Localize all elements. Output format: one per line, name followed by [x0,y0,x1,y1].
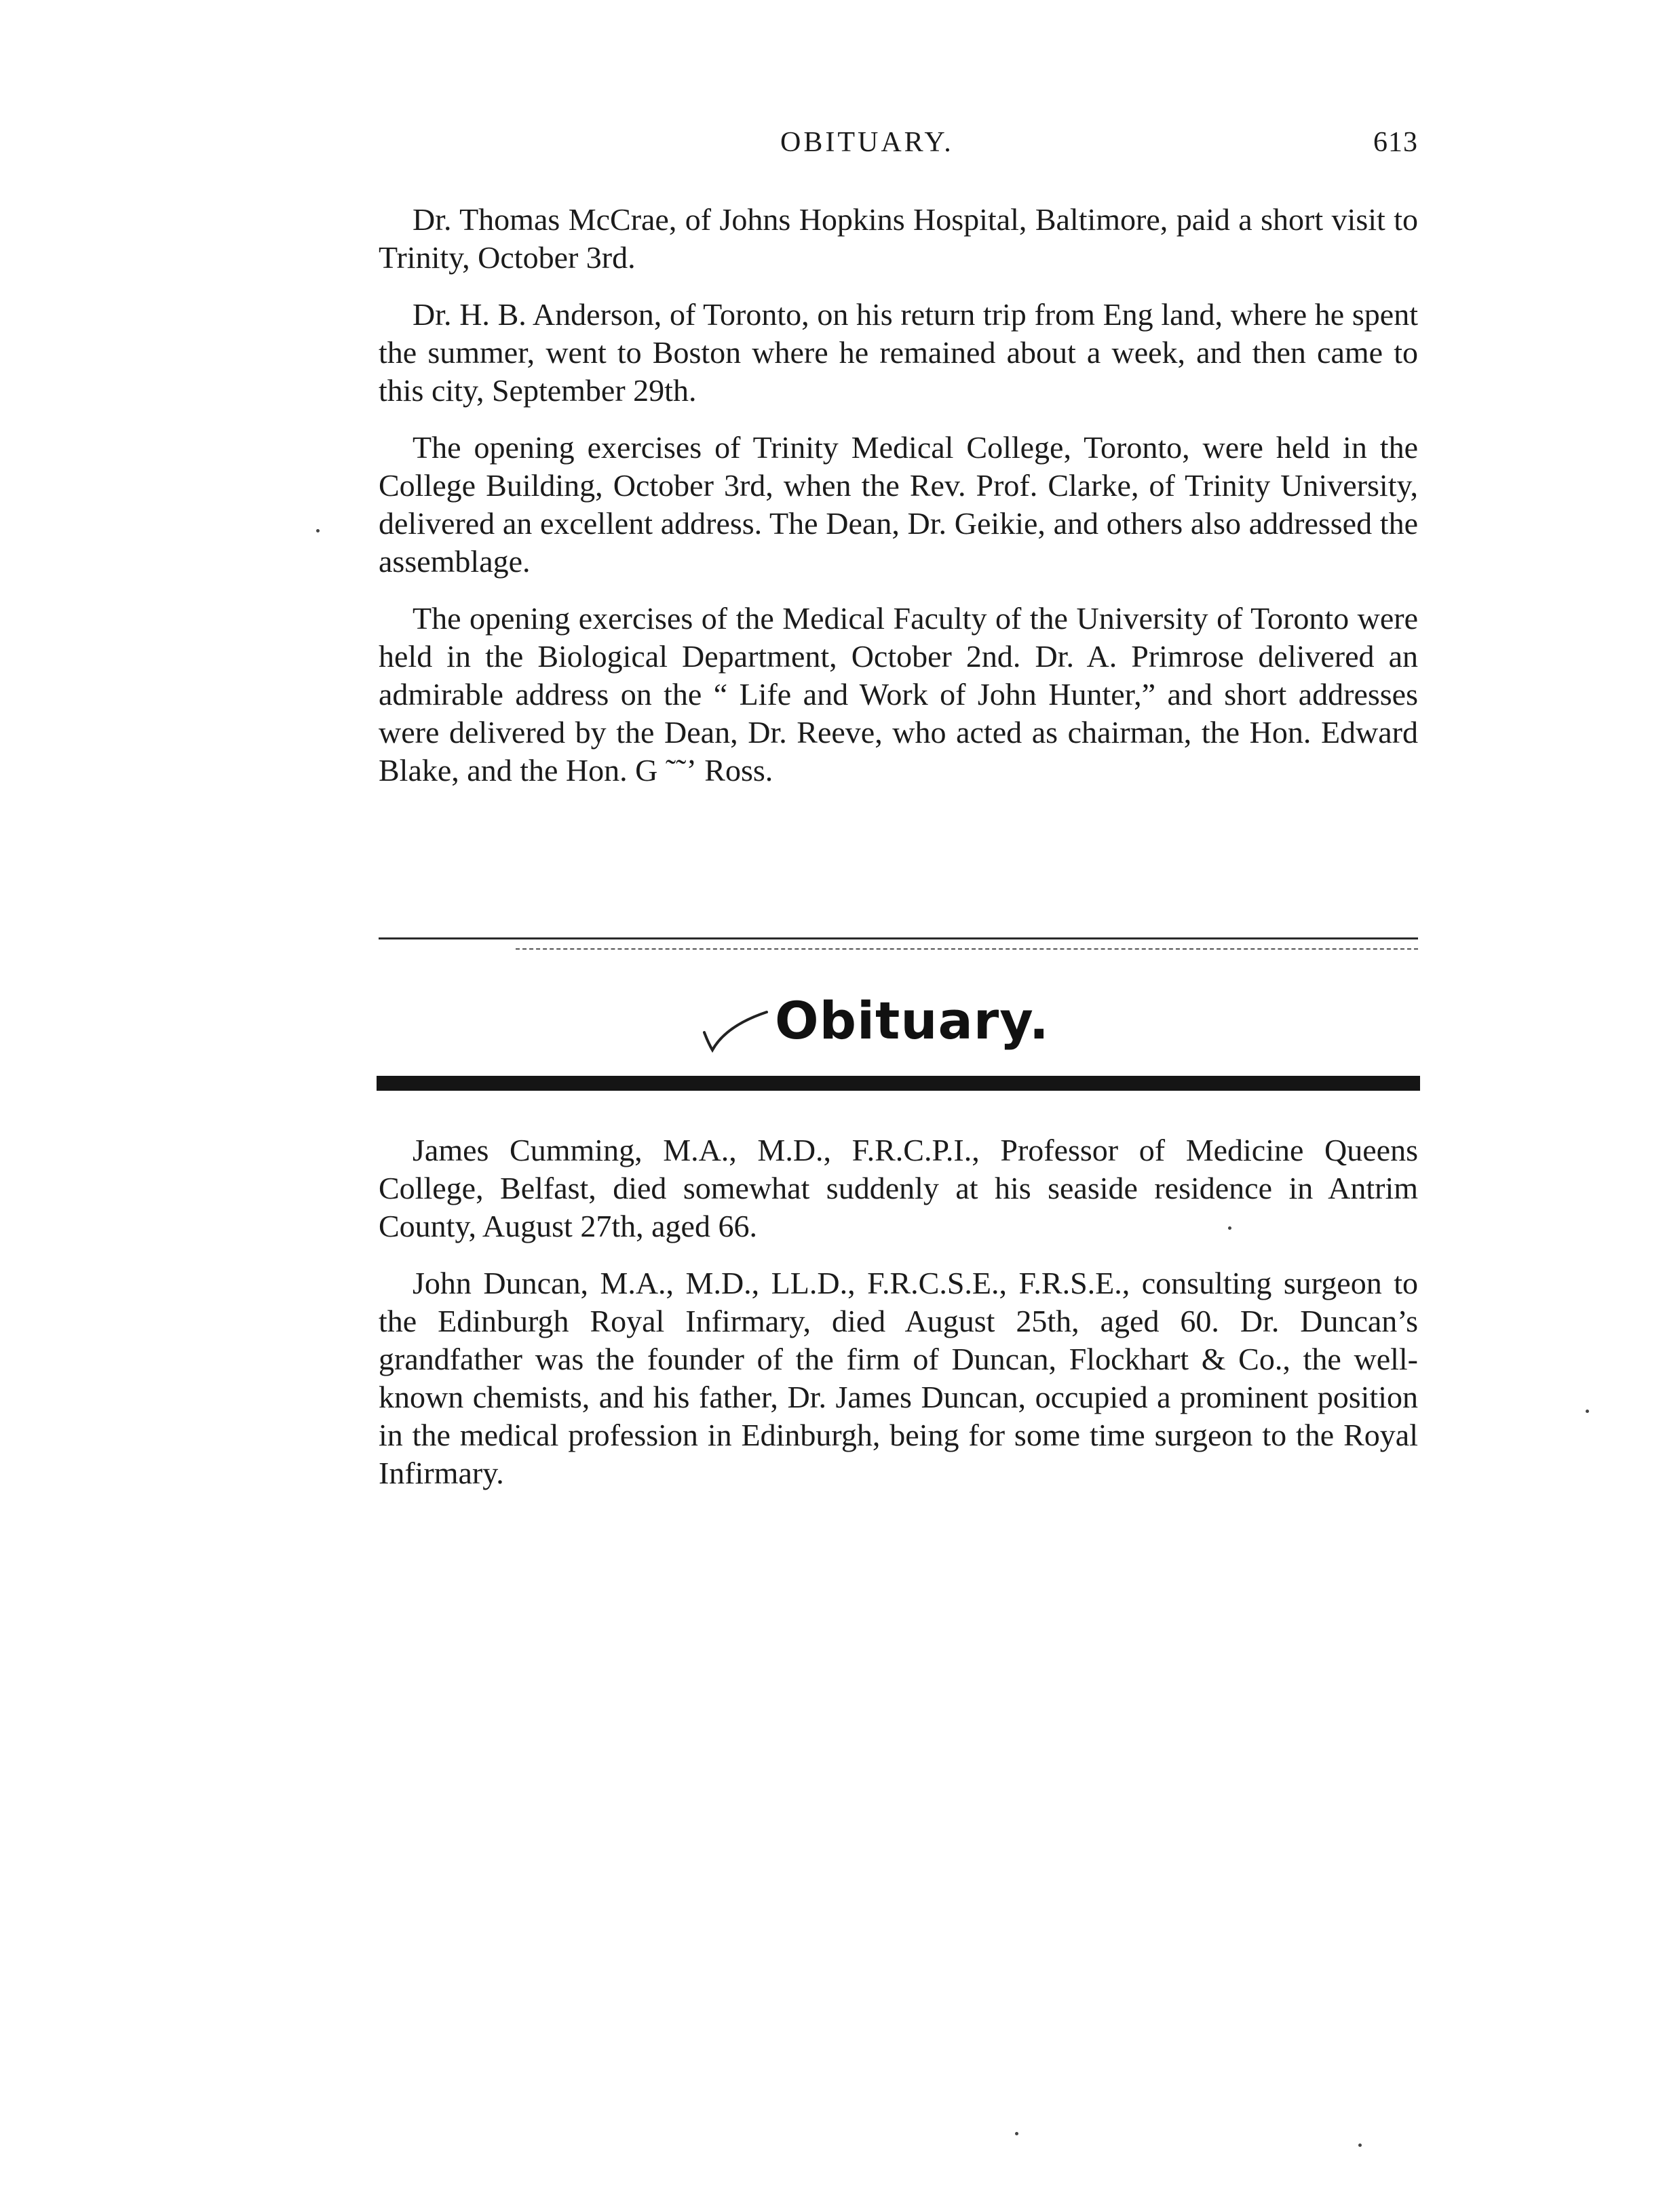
note-paragraph: Dr. H. B. Anderson, of Toronto, on his return trip from Eng land, where he spent the summer, went to Boston where he remained about a week, and then came to this city, September 29th. [379,297,1418,408]
scan-speck [1015,2132,1018,2135]
scan-speck [316,529,320,532]
running-head-title: OBITUARY. [780,127,954,158]
note-paragraph: Dr. Thomas McCrae, of Johns Hopkins Hospital, Baltimore, paid a short visit to Trinity, October 3rd. [379,202,1418,275]
note-paragraph: The opening exercises of the Medical Faculty of the University of Toronto were held in the Biological Department, October 2nd. Dr. A. Primrose delivered an admirable address on the “ Life and Work of John Hunter,” and short addresses were delivered by the Dean, Dr. Reeve, who acted as chairman, the Hon. Edward Blake, and the Hon. G ˜˜ʼ Ross. [379,601,1418,788]
handwritten-check-mark [699,985,773,1060]
obituary-entries [379,1131,1418,1511]
obituary-entry: James Cumming, M.A., M.D., F.R.C.P.I., Professor of Medicine Queens College, Belfast, died somewhat suddenly at his seaside residence in Antrim County, August 27th, aged 66. [379,1133,1418,1243]
scan-speck [1586,1410,1589,1413]
section-divider-thick [377,1076,1420,1091]
news-notes [379,201,1418,809]
page-number: 613 [1373,127,1418,158]
scan-speck [1228,1226,1231,1230]
note-paragraph: The opening exercises of Trinity Medical College, Toronto, were held in the College Building, October 3rd, when the Rev. Prof. Clarke, of Trinity University, delivered an excellent address. The Dean, Dr. Geikie, and others also addressed the assemblage. [379,430,1418,579]
section-heading: Obituary. [775,990,1050,1051]
section-divider-dashed [516,948,1418,950]
running-head [380,126,1418,167]
obituary-entry: John Duncan, M.A., M.D., LL.D., F.R.C.S.E., F.R.S.E., consulting surgeon to the Edinburgh Royal Infirmary, died August 25th, aged 60. Dr. Duncan’s grandfather was the founder of the firm of Duncan, Flockhart & Co., the well-known chemists, and his father, Dr. James Duncan, occupied a prominent position in the medical profession in Edinburgh, being for some time surgeon to the Royal Infirmary. [379,1266,1418,1490]
scan-speck [1358,2143,1362,2147]
section-divider-thin [379,937,1418,939]
